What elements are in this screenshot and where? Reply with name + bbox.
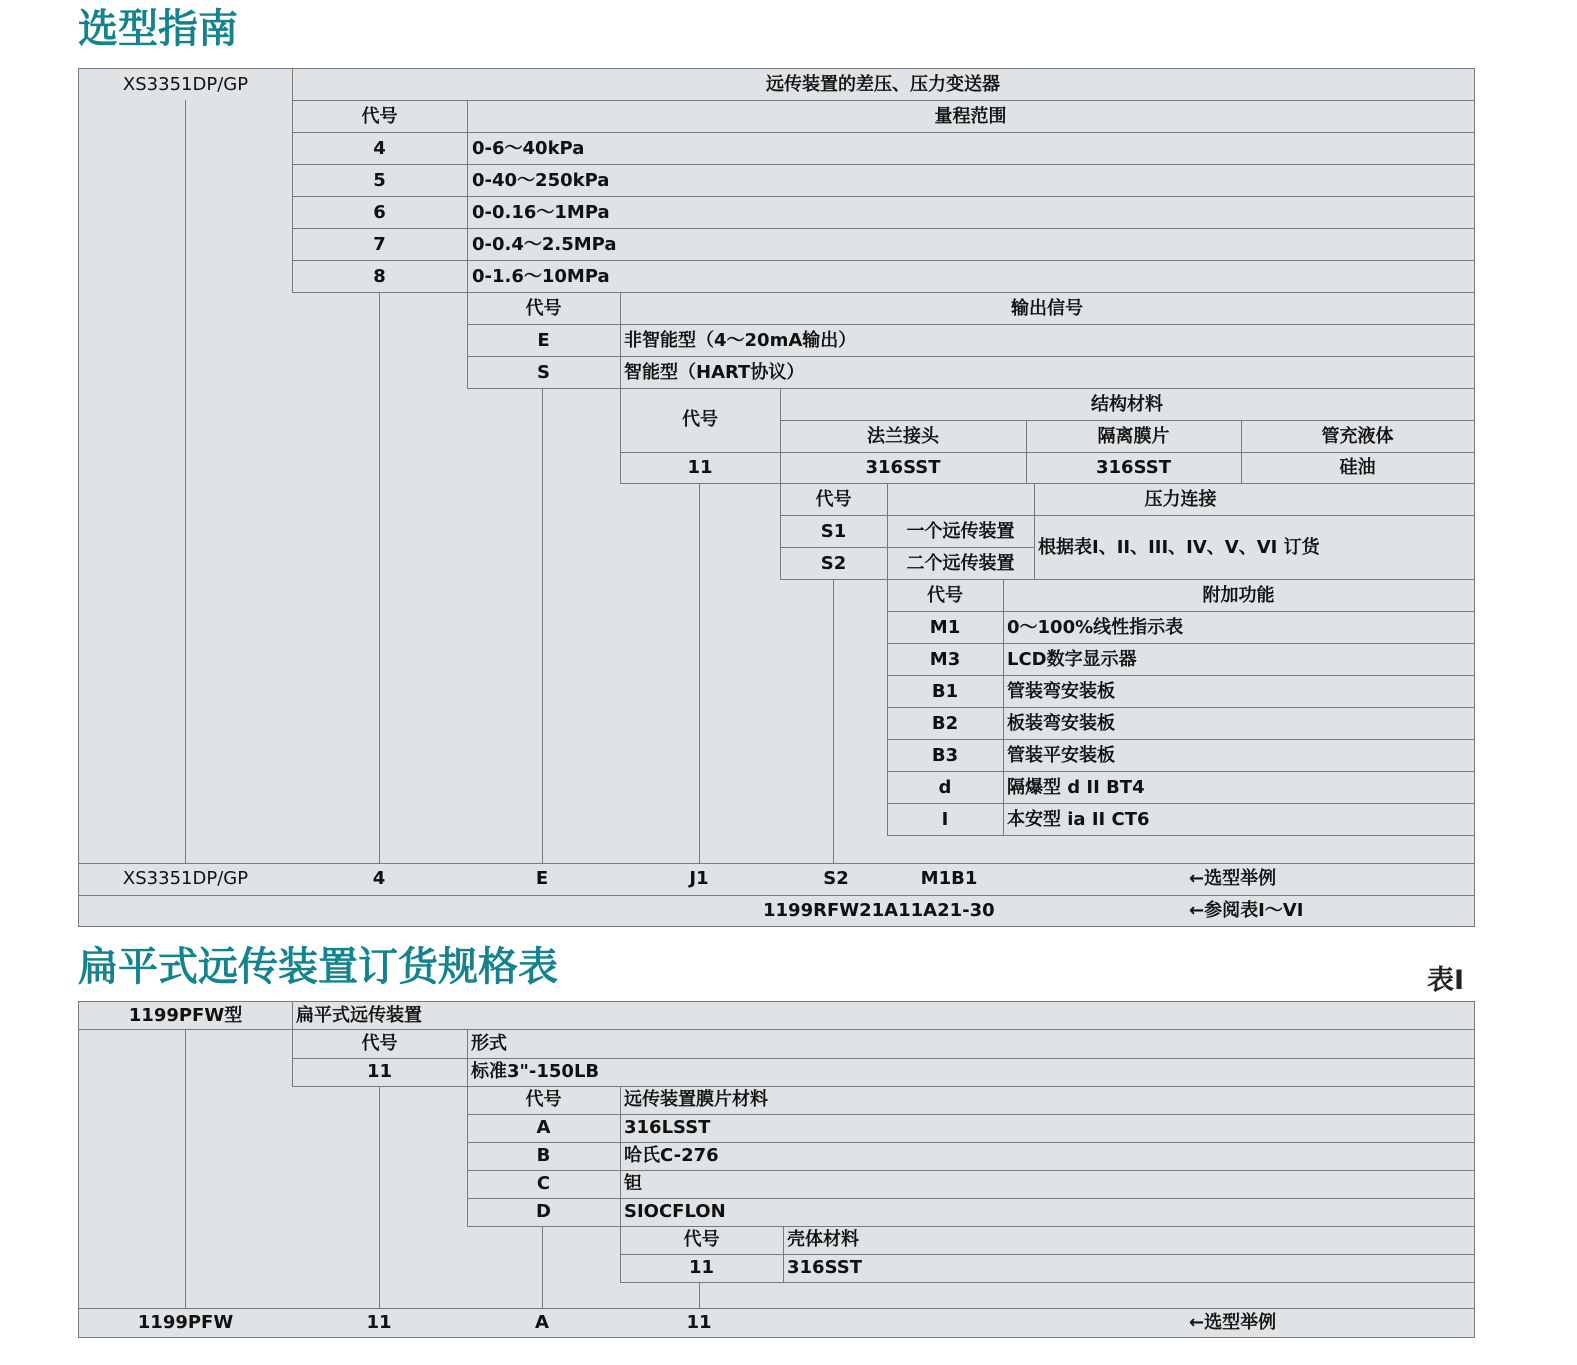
material-title: 结构材料 (1091, 394, 1163, 415)
table-rule-vertical (620, 292, 621, 484)
range-code: 6 (373, 202, 386, 223)
diaphragm-text: 哈氏C-276 (624, 1145, 719, 1166)
example-note: ←选型举例 (1189, 868, 1277, 889)
table-rule-vertical (185, 1029, 186, 1308)
extra-code: B1 (931, 681, 959, 702)
output-code: E (537, 330, 550, 351)
range-title: 量程范围 (934, 106, 1007, 127)
table-rule-horizontal (292, 100, 1474, 101)
table-rule-horizontal (887, 739, 1474, 740)
table-rule-horizontal (467, 356, 1474, 357)
example-code: 11 (366, 1312, 392, 1333)
extra-text: 0～100%线性指示表 (1007, 617, 1184, 638)
pressure-code: S2 (820, 553, 847, 574)
range-code: 5 (373, 170, 386, 191)
table-rule-horizontal (292, 228, 1474, 229)
extra-text: LCD数字显示器 (1007, 649, 1137, 670)
material-value: 316SST (1096, 457, 1171, 478)
table-rule-horizontal (887, 803, 1474, 804)
range-text: 0-1.6～10MPa (472, 266, 610, 287)
form-text: 标准3"-150LB (471, 1061, 600, 1082)
table-rule-horizontal (620, 452, 1474, 453)
table-rule-horizontal (887, 643, 1474, 644)
extra-text: 隔爆型 d II BT4 (1007, 777, 1145, 798)
table-rule-vertical (185, 100, 186, 863)
table-rule-vertical (379, 292, 380, 863)
table-rule-horizontal (292, 292, 1474, 293)
table-rule-vertical (699, 1282, 700, 1308)
extra-code: B2 (931, 713, 959, 734)
pressure-title: 压力连接 (1144, 489, 1217, 510)
table-rule-horizontal (79, 863, 1474, 864)
table-rule-horizontal (780, 579, 1474, 580)
example-model: 1199PFW (137, 1312, 234, 1333)
range-text: 0-0.16～1MPa (472, 202, 610, 223)
housing-code-header: 代号 (683, 1229, 720, 1250)
table-rule-horizontal (887, 675, 1474, 676)
table-rule-horizontal (620, 1282, 1474, 1283)
range-code-header: 代号 (361, 106, 398, 127)
table-rule-horizontal (887, 771, 1474, 772)
material-value: 316SST (865, 457, 941, 478)
table-number-label: 表I (1427, 965, 1465, 996)
table-header: 远传装置的差压、压力变送器 (766, 74, 1000, 95)
table-rule-horizontal (292, 164, 1474, 165)
material-col-header: 隔离膜片 (1097, 426, 1170, 447)
output-text: 智能型（HART协议） (624, 362, 805, 383)
form-code-header: 代号 (361, 1033, 398, 1054)
extra-code: B3 (931, 745, 959, 766)
table-rule-vertical (379, 1086, 380, 1308)
range-text: 0-40～250kPa (472, 170, 610, 191)
output-code: S (537, 362, 550, 383)
table-header: 扁平式远传装置 (296, 1005, 422, 1026)
material-code-header: 代号 (682, 409, 718, 430)
table-rule-vertical (542, 388, 543, 863)
table-rule-horizontal (79, 895, 1474, 896)
spec-table-1 (78, 1001, 1475, 1338)
extra-text: 板装弯安装板 (1007, 713, 1115, 734)
pressure-code: S1 (820, 521, 847, 542)
table-rule-horizontal (780, 420, 1474, 421)
diaphragm-code: D (536, 1201, 551, 1222)
table-rule-horizontal (467, 1170, 1474, 1171)
table-rule-horizontal (467, 1198, 1474, 1199)
table-rule-vertical (1003, 579, 1004, 835)
table-rule-horizontal (780, 547, 1034, 548)
output-text: 非智能型（4～20mA输出） (624, 330, 857, 351)
range-text: 0-0.4～2.5MPa (472, 234, 617, 255)
extra-code: I (941, 809, 949, 830)
extra-code: M1 (929, 617, 961, 638)
extra-title: 附加功能 (1202, 585, 1275, 606)
housing-title: 壳体材料 (787, 1229, 859, 1250)
output-code-header: 代号 (525, 298, 562, 319)
pressure-text: 二个远传装置 (906, 553, 1015, 574)
example-ref-code: 1199RFW21A11A21-30 (763, 900, 995, 921)
table-rule-horizontal (620, 1254, 1474, 1255)
example-model: XS3351DP/GP (122, 868, 249, 889)
table-rule-vertical (833, 579, 834, 863)
material-value: 硅油 (1339, 457, 1376, 478)
table-rule-vertical (620, 1086, 621, 1282)
table-rule-horizontal (467, 388, 1474, 389)
table-rule-horizontal (887, 835, 1474, 836)
pressure-text: 一个远传装置 (906, 521, 1015, 542)
material-code: 11 (687, 457, 713, 478)
range-text: 0-6～40kPa (472, 138, 585, 159)
pressure-note: 根据表I、II、III、IV、V、VI 订货 (1038, 537, 1320, 558)
diaphragm-code: A (536, 1117, 551, 1138)
diaphragm-code: B (536, 1145, 551, 1166)
selection-guide-table (78, 68, 1475, 927)
page-title: 选型指南 (78, 6, 238, 52)
example-ref-note: ←参阅表I～VI (1189, 900, 1304, 921)
material-col-header: 法兰接头 (867, 426, 939, 447)
table-rule-horizontal (620, 483, 1474, 484)
range-code: 8 (373, 266, 386, 287)
diaphragm-title: 远传装置膜片材料 (624, 1089, 768, 1110)
table-rule-vertical (780, 388, 781, 580)
extra-code-header: 代号 (927, 585, 963, 606)
table-rule-horizontal (292, 260, 1474, 261)
extra-code: M3 (929, 649, 961, 670)
example-code: M1B1 (920, 868, 978, 889)
section-title: 扁平式远传装置订货规格表 (78, 944, 558, 990)
example-code: 4 (372, 868, 386, 889)
example-code: S2 (823, 868, 849, 889)
table-rule-horizontal (292, 132, 1474, 133)
pressure-code-header: 代号 (815, 489, 852, 510)
table-rule-horizontal (292, 1058, 1474, 1059)
diaphragm-text: 316LSST (624, 1117, 711, 1138)
table-rule-vertical (783, 1226, 784, 1282)
table-rule-horizontal (887, 707, 1474, 708)
range-code: 4 (373, 138, 386, 159)
diaphragm-code: C (536, 1173, 551, 1194)
table-rule-horizontal (79, 1029, 1474, 1030)
example-code: A (535, 1312, 549, 1333)
table-rule-vertical (542, 1226, 543, 1308)
table-rule-horizontal (467, 1142, 1474, 1143)
example-code: E (535, 868, 549, 889)
table-rule-horizontal (292, 196, 1474, 197)
extra-text: 管装平安装板 (1007, 745, 1115, 766)
range-code: 7 (373, 234, 386, 255)
example-code: 11 (686, 1312, 712, 1333)
form-title: 形式 (471, 1033, 507, 1054)
table-rule-horizontal (887, 611, 1474, 612)
extra-text: 本安型 ia II CT6 (1007, 809, 1150, 830)
table-rule-horizontal (467, 1226, 1474, 1227)
table-rule-horizontal (467, 1114, 1474, 1115)
model-cell: 1199PFW型 (128, 1005, 243, 1026)
housing-text: 316SST (787, 1257, 862, 1278)
example-note: ←选型举例 (1189, 1312, 1277, 1333)
material-col-header: 管充液体 (1321, 426, 1394, 447)
extra-code: d (938, 777, 952, 798)
diaphragm-text: 钽 (624, 1173, 642, 1194)
diaphragm-code-header: 代号 (525, 1089, 562, 1110)
diaphragm-text: SIOCFLON (624, 1201, 726, 1222)
table-rule-vertical (699, 483, 700, 863)
table-rule-horizontal (79, 1308, 1474, 1309)
form-code: 11 (366, 1061, 393, 1082)
table-rule-horizontal (292, 1086, 1474, 1087)
extra-text: 管装弯安装板 (1007, 681, 1115, 702)
table-rule-horizontal (467, 324, 1474, 325)
housing-code: 11 (688, 1257, 715, 1278)
example-code: J1 (689, 868, 709, 889)
model-cell: XS3351DP/GP (122, 74, 249, 95)
output-title: 输出信号 (1011, 298, 1083, 319)
table-rule-horizontal (780, 515, 1474, 516)
